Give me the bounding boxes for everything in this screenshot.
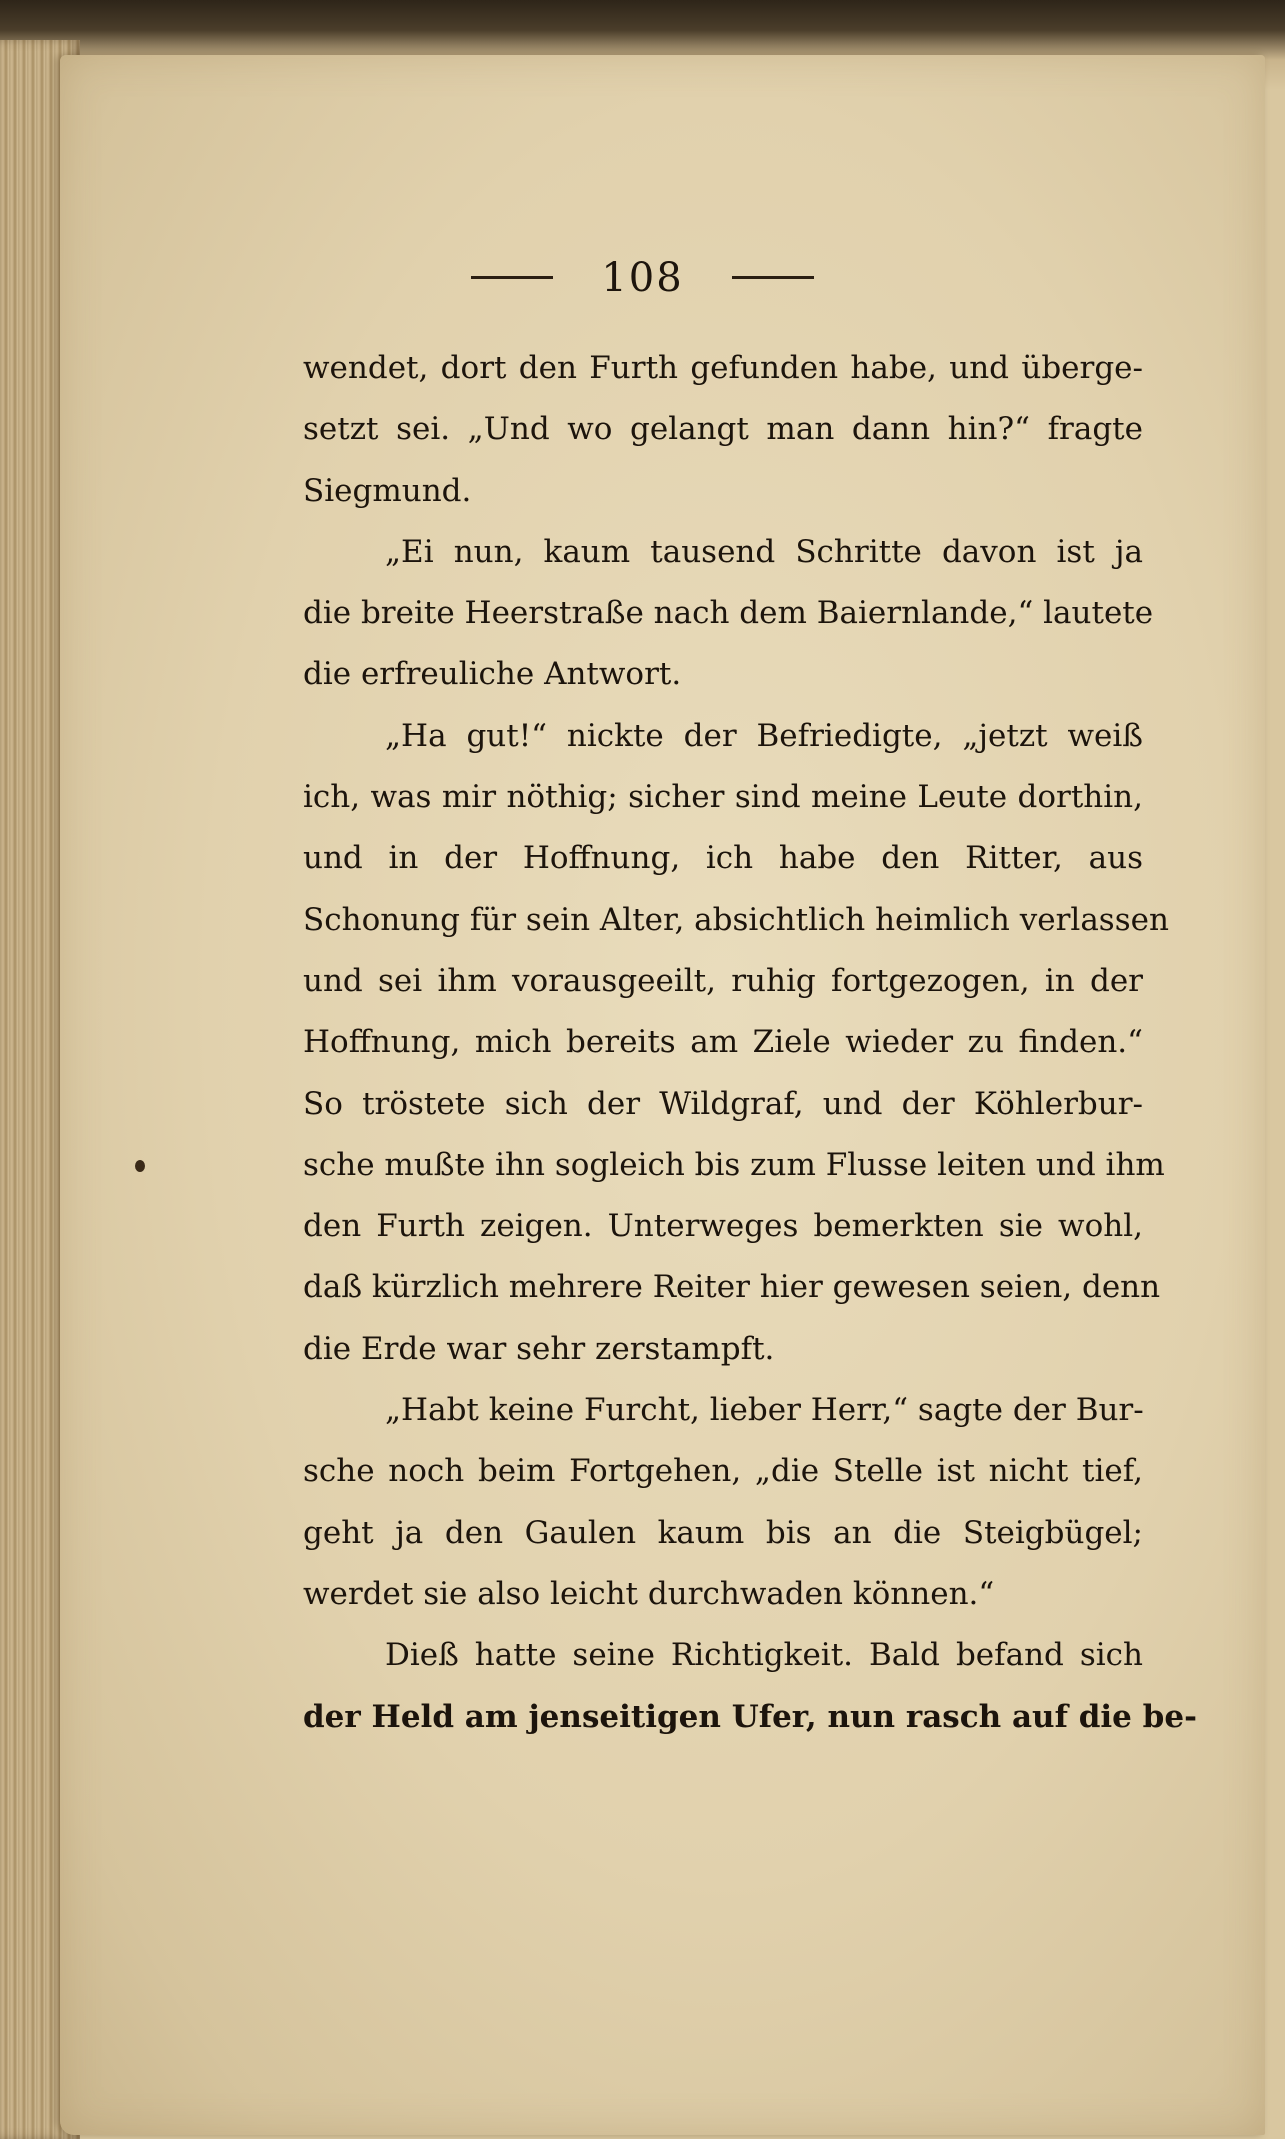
text-line: sche mußte ihn sogleich bis zum Flusse leiten und ihm: [303, 1146, 1165, 1183]
text-line: „Ei nun, kaum tausend Schritte davon ist ja: [385, 533, 1143, 570]
text-line: „Ha gut!“ nickte der Befriedigte, „jetzt weiß: [385, 717, 1143, 754]
text-line: setzt sei. „Und wo gelangt man dann hin?“ fragte: [303, 411, 1143, 448]
text-line: geht ja den Gaulen kaum bis an die Steigbügel;: [303, 1514, 1143, 1551]
text-line: die breite Heerstraße nach dem Baiernlande,“ lautete: [303, 595, 1154, 632]
text-line: So tröstete sich der Wildgraf, und der Köhlerbur-: [303, 1085, 1143, 1122]
text-line: der Held am jenseitigen Ufer, nun rasch auf die be-: [303, 1698, 1197, 1735]
text-line: die erfreuliche Antwort.: [303, 656, 682, 693]
page-header: [0, 255, 1285, 301]
text-line: und in der Hoffnung, ich habe den Ritter, aus: [303, 840, 1143, 877]
text-line: die Erde war sehr zerstampft.: [303, 1330, 775, 1367]
text-line: den Furth zeigen. Unterweges bemerkten sie wohl,: [303, 1208, 1143, 1245]
header-left-dash: [471, 276, 553, 279]
text-line: Dieß hatte seine Richtigkeit. Bald befand sich: [385, 1637, 1143, 1674]
page-number: 108: [601, 255, 684, 301]
text-line: Hoffnung, mich bereits am Ziele wieder zu finden.“: [303, 1024, 1143, 1061]
body-text: [303, 338, 1197, 1748]
text-line: Siegmund.: [303, 472, 472, 509]
text-line: „Habt keine Furcht, lieber Herr,“ sagte der Bur-: [385, 1392, 1144, 1429]
text-line: werdet sie also leicht durchwaden können.“: [303, 1575, 995, 1612]
text-line: ich, was mir nöthig; sicher sind meine Leute dorthin,: [303, 779, 1143, 816]
ink-speck: [135, 1160, 145, 1172]
text-line: wendet, dort den Furth gefunden habe, und überge-: [303, 350, 1143, 386]
text-line: Schonung für sein Alter, absichtlich heimlich verlassen: [303, 901, 1169, 938]
text-line: daß kürzlich mehrere Reiter hier gewesen seien, denn: [303, 1269, 1161, 1306]
text-line: und sei ihm vorausgeeilt, ruhig fortgezogen, in der: [303, 962, 1143, 999]
header-right-dash: [732, 276, 814, 279]
text-line: sche noch beim Fortgehen, „die Stelle ist nicht tief,: [303, 1453, 1143, 1490]
